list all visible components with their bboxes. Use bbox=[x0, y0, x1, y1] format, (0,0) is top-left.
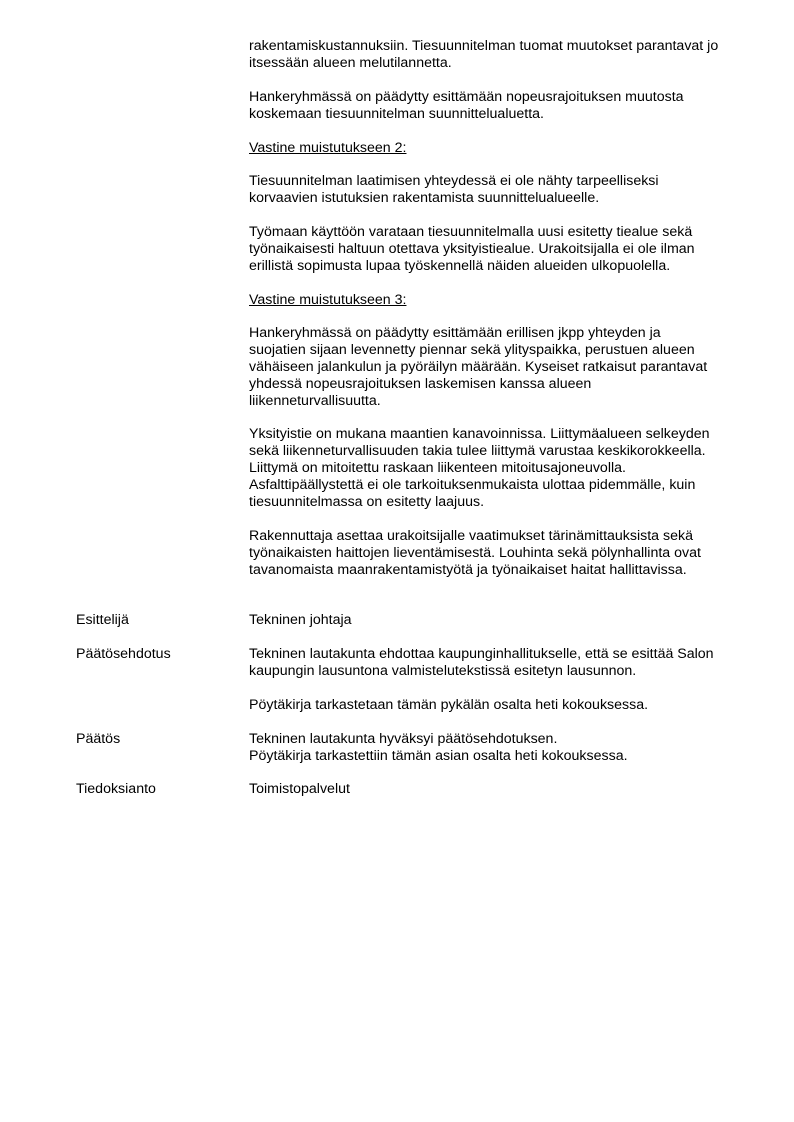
heading-response-3: Vastine muistutukseen 3: bbox=[249, 292, 407, 308]
text-line: Tekninen lautakunta hyväksyi päätösehdotuksen. bbox=[249, 731, 558, 747]
label-esittelija: Esittelijä bbox=[76, 612, 129, 628]
text-line: Pöytäkirja tarkastettiin tämän asian osalta heti kokouksessa. bbox=[249, 748, 628, 764]
label-paatosehdotus: Päätösehdotus bbox=[76, 646, 171, 662]
text-line: rakentamiskustannuksiin. Tiesuunnitelman tuomat muutokset parantavat jo bbox=[249, 38, 719, 54]
paragraph-private-road bbox=[249, 426, 749, 511]
paragraph-vibration bbox=[249, 528, 749, 579]
text-line: Liittymä on mitoitettu raskaan liikenteen mitoitusajoneuvolla. bbox=[249, 460, 626, 476]
text-line: Tiesuunnitelman laatimisen yhteydessä ei ole nähty tarpeelliseksi bbox=[249, 173, 659, 189]
label-tiedoksianto: Tiedoksianto bbox=[76, 781, 156, 797]
value-paatos bbox=[249, 731, 749, 765]
text-line: kaupungin lausuntona valmistelutekstissä esitetyn lausunnon. bbox=[249, 663, 637, 679]
note-paatosehdotus: Pöytäkirja tarkastetaan tämän pykälän osalta heti kokouksessa. bbox=[249, 697, 649, 713]
text-line: Tekninen lautakunta ehdottaa kaupunginhallitukselle, että se esittää Salon bbox=[249, 646, 714, 662]
text-line: korvaavien istutuksien rakentamista suunnittelualueelle. bbox=[249, 190, 600, 206]
paragraph-worksite-area bbox=[249, 224, 749, 275]
label-paatos: Päätös bbox=[76, 731, 121, 747]
text-line: Rakennuttaja asettaa urakoitsijalle vaatimukset tärinämittauksista sekä bbox=[249, 528, 693, 544]
text-line: itsessään alueen melutilannetta. bbox=[249, 55, 452, 71]
text-line: työnaikaisesti haltuun otettava yksityistiealue. Urakoitsijalla ei ole ilman bbox=[249, 241, 695, 257]
paragraph-plantings bbox=[249, 173, 749, 207]
text-line: koskemaan tiesuunnitelman suunnittelualuetta. bbox=[249, 106, 544, 122]
text-line: tiesuunnitelmassa on esitetty laajuus. bbox=[249, 494, 485, 510]
text-line: Työmaan käyttöön varataan tiesuunnitelmalla uusi esitetty tiealue sekä bbox=[249, 224, 693, 240]
text-line: vähäiseen jalankulun ja pyöräilyn määrään. Kyseiset ratkaisut parantavat bbox=[249, 359, 708, 375]
text-line: sekä liikenneturvallisuuden takia tulee liittymä varustaa keskikorokkeella. bbox=[249, 443, 706, 459]
paragraph-speed-limit bbox=[249, 89, 749, 123]
text-line: Yksityistie on mukana maantien kanavoinnissa. Liittymäalueen selkeyden bbox=[249, 426, 710, 442]
text-line: suojatien sijaan levennetty piennar sekä ylityspaikka, perustuen alueen bbox=[249, 342, 695, 358]
value-esittelija: Tekninen johtaja bbox=[249, 612, 352, 628]
text-line: Asfalttipäällystettä ei ole tarkoituksenmukaista ulottaa pidemmälle, kuin bbox=[249, 477, 696, 493]
text-line: Hankeryhmässä on päädytty esittämään erillisen jkpp yhteyden ja bbox=[249, 325, 661, 341]
text-line: Hankeryhmässä on päädytty esittämään nopeusrajoituksen muutosta bbox=[249, 89, 684, 105]
paragraph-pedestrian-crossing bbox=[249, 325, 749, 410]
text-line: työnaikaisten haittojen lieventämisestä. Louhinta sekä pölynhallinta ovat bbox=[249, 545, 701, 561]
value-tiedoksianto: Toimistopalvelut bbox=[249, 781, 350, 797]
text-line: yhdessä nopeusrajoituksen laskemisen kanssa alueen bbox=[249, 376, 592, 392]
text-line: liikenneturvallisuutta. bbox=[249, 393, 381, 409]
heading-response-2: Vastine muistutukseen 2: bbox=[249, 140, 407, 156]
text-line: tavanomaista maanrakentamistyötä ja työnaikaiset haitat hallittavissa. bbox=[249, 562, 687, 578]
paragraph-noise-conclusion bbox=[249, 38, 749, 72]
text-line: erillistä sopimusta lupaa työskennellä näiden alueiden ulkopuolella. bbox=[249, 258, 671, 274]
value-paatosehdotus bbox=[249, 646, 749, 680]
